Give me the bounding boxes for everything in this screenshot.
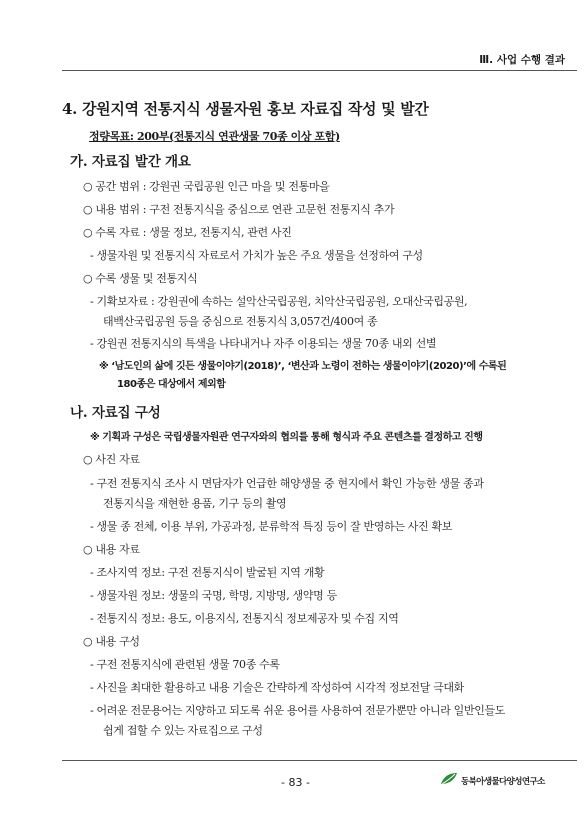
header-rule [62, 70, 577, 71]
list-item: ○ 내용 범위 : 구전 전통지식을 중심으로 연관 고문헌 전통지식 추가 [83, 203, 395, 216]
list-item: - 구전 전통지식 조사 시 면담자가 언급한 해양생물 중 현지에서 확인 가능한 생물 종과 [90, 477, 484, 490]
leaf-logo-icon [440, 771, 458, 790]
org-name: 동북아생물다양성연구소 [461, 776, 545, 787]
note: ※ ‘남도인의 삶에 깃든 생물이야기(2018)’, ‘변산과 노령이 전하는 생물이야기(2020)’에 수록된 [99, 361, 507, 372]
org-logo [440, 771, 545, 790]
sub-a-title: 가. 자료집 발간 개요 [70, 154, 191, 170]
section-title: 4. 강원지역 전통지식 생물자원 홍보 자료집 작성 및 발간 [62, 100, 429, 118]
list-item: - 생물자원 및 전통지식 자료로서 가치가 높은 주요 생물을 선정하여 구성 [90, 249, 423, 262]
list-item: 태백산국립공원 등을 중심으로 전통지식 3,057건/400여 종 [103, 315, 378, 328]
sub-b-title: 나. 자료집 구성 [70, 405, 161, 421]
list-item: - 어려운 전문용어는 지양하고 되도록 쉬운 용어를 사용하여 전문가뿐만 아니라 일반인들도 [90, 704, 506, 717]
list-item: ○ 내용 자료 [83, 543, 140, 556]
list-item: - 생물 종 전체, 이용 부위, 가공과정, 분류학적 특징 등이 잘 반영하는 사진 확보 [90, 520, 452, 533]
list-item: - 기확보자료 : 강원권에 속하는 설악산국립공원, 치악산국립공원, 오대산국립공원, [90, 295, 468, 308]
list-item: ○ 내용 구성 [83, 635, 140, 648]
list-item: - 조사지역 정보: 구전 전통지식이 발굴된 지역 개황 [90, 566, 325, 579]
footer-rule [62, 760, 577, 761]
note: ※ 기획과 구성은 국립생물자원관 연구자와의 협의를 통해 형식과 주요 콘텐츠를 결정하고 진행 [90, 432, 483, 443]
list-item: ○ 수록 생물 및 전통지식 [83, 272, 198, 285]
list-item: - 구전 전통지식에 관련된 생물 70종 수록 [90, 658, 280, 671]
chapter-header: Ⅲ. 사업 수행 결과 [479, 54, 565, 66]
list-item: 전통지식을 재현한 용품, 기구 등의 촬영 [103, 497, 287, 510]
list-item: - 사진을 최대한 활용하고 내용 기술은 간략하게 작성하여 시각적 정보전달 극대화 [90, 681, 464, 694]
note: 180종은 대상에서 제외함 [117, 379, 226, 390]
list-item: - 전통지식 정보: 용도, 이용지식, 전통지식 정보제공자 및 수집 지역 [90, 612, 399, 625]
quantitative-goal: 정량목표: 200부(전통지식 연관생물 70종 이상 포함) [89, 130, 340, 143]
list-item: ○ 공간 범위 : 강원권 국립공원 인근 마을 및 전통마을 [83, 180, 330, 193]
list-item: - 강원권 전통지식의 특색을 나타내거나 자주 이용되는 생물 70종 내외 선별 [90, 337, 437, 350]
list-item: ○ 사진 자료 [83, 453, 140, 466]
list-item: ○ 수록 자료 : 생물 정보, 전통지식, 관련 사진 [83, 226, 292, 239]
page-number: - 83 - [281, 776, 310, 789]
list-item: 쉽게 접할 수 있는 자료집으로 구성 [103, 724, 263, 737]
list-item: - 생물자원 정보: 생물의 국명, 학명, 지방명, 생약명 등 [90, 589, 337, 602]
